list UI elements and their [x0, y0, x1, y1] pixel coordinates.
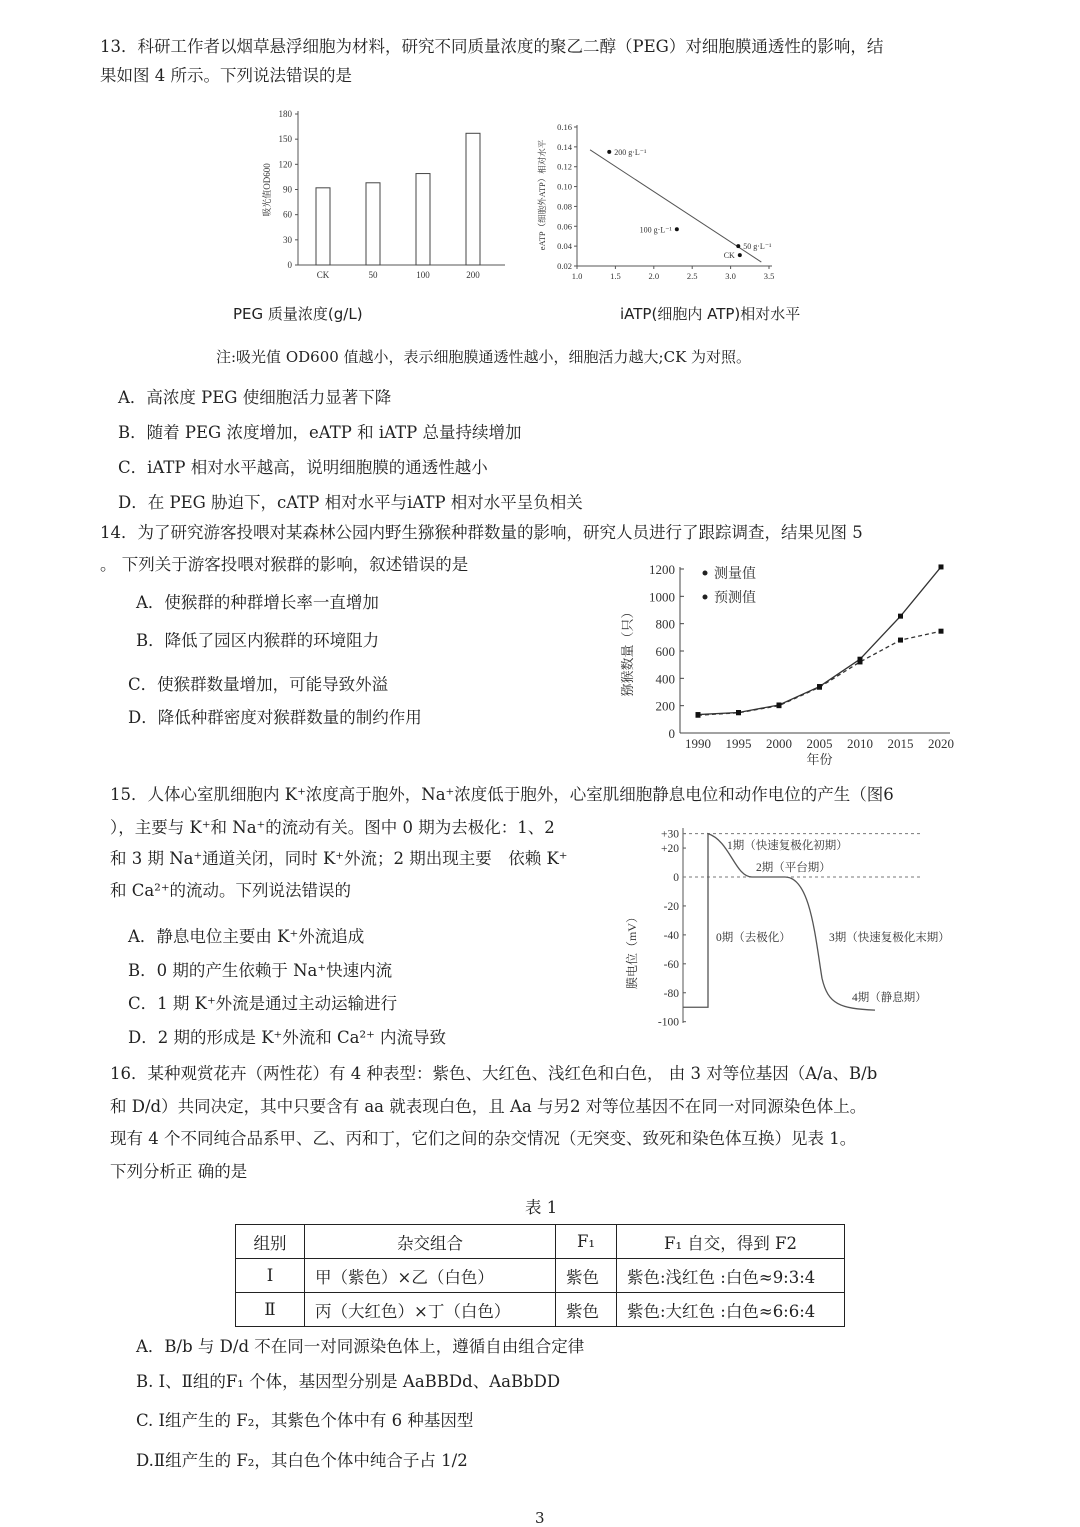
- phase-label: 2期（平台期）: [756, 862, 831, 874]
- point-label: 200 g·L⁻¹: [614, 147, 647, 157]
- q13-option-c: C．iATP 相对水平越高，说明细胞膜的通透性越小: [118, 458, 488, 477]
- y-axis-label: eATP（细胞外ATP）相对水平: [537, 139, 547, 251]
- q13-option-b: B．随着 PEG 浓度增加，eATP 和 iATP 总量持续增加: [118, 423, 522, 442]
- y-tick-label: 150: [278, 134, 292, 145]
- cell: 甲（紫色）×乙（白色）: [305, 1259, 556, 1293]
- q15-stem-2: ），主要与 K⁺和 Na⁺的流动有关。图中 0 期为去极化：1、2: [110, 818, 555, 837]
- trend-line: [590, 147, 761, 262]
- x-axis-label: 年份: [806, 752, 833, 767]
- y-tick-label: 0: [287, 260, 292, 270]
- y-tick-label: +30: [661, 828, 679, 841]
- y-tick-label: 0: [668, 726, 675, 741]
- x-tick-label: 100: [416, 270, 430, 280]
- y-tick-label: 1200: [649, 562, 675, 577]
- point-label: CK: [723, 251, 735, 261]
- cross-table: [235, 1224, 845, 1327]
- scatter-caption: iATP(细胞内 ATP)相对水平: [620, 305, 801, 323]
- phase-label: 1期（快速复极化初期）: [727, 840, 848, 852]
- predicted-point: [858, 659, 863, 664]
- y-tick-label: 90: [283, 184, 292, 195]
- y-tick-label: 0.02: [557, 261, 572, 271]
- x-tick-label: CK: [316, 270, 330, 280]
- legend-marker: [703, 571, 708, 576]
- y-tick-label: 0.14: [557, 141, 572, 152]
- phase-label: 0期（去极化）: [716, 932, 791, 944]
- data-point: [736, 244, 740, 248]
- predicted-line: [698, 631, 941, 715]
- point-label: 50 g·L⁻¹: [743, 242, 772, 252]
- cell: 紫色:大红色 :白色≈6:6:4: [617, 1293, 845, 1327]
- bar: [316, 188, 330, 265]
- data-point: [607, 150, 611, 154]
- x-tick-label: 3.0: [725, 271, 736, 281]
- x-tick-label: 1.0: [571, 271, 583, 281]
- x-tick-label: 2000: [766, 736, 792, 751]
- y-tick-label: 800: [655, 616, 675, 632]
- y-tick-label: 0.12: [557, 161, 572, 172]
- q15-option-d: D．2 期的形成是 K⁺外流和 Ca²⁺ 内流导致: [128, 1028, 447, 1047]
- q13-option-d: D．在 PEG 胁迫下，cATP 相对水平与iATP 相对水平呈负相关: [118, 493, 583, 512]
- x-tick-label: 1990: [685, 736, 711, 751]
- q15-option-c: C．1 期 K⁺外流是通过主动运输进行: [128, 994, 398, 1013]
- q14-option-a: A．使猴群的种群增长率一直增加: [136, 593, 379, 612]
- legend-label: 测量值: [714, 567, 756, 582]
- measured-point: [898, 614, 903, 619]
- table-header-row: [236, 1225, 845, 1259]
- measured-line: [698, 567, 941, 715]
- y-tick-label: 0.04: [557, 241, 572, 252]
- y-tick-label: 0.10: [557, 181, 572, 192]
- table-row: [236, 1293, 845, 1327]
- table-title: 表 1: [525, 1198, 558, 1217]
- y-tick-label: -20: [663, 900, 679, 913]
- header-cell: F₁: [556, 1225, 617, 1259]
- phase-label: 4期（静息期）: [852, 992, 927, 1004]
- data-point: [675, 227, 679, 231]
- phase-label: 3期（快速复极化末期）: [829, 932, 950, 944]
- legend-marker: [703, 595, 708, 600]
- y-tick-label: 1000: [649, 589, 675, 605]
- q13-stem-1: 13．科研工作者以烟草悬浮细胞为材料，研究不同质量浓度的聚乙二醇（PEG）对细胞膜通透性的影响，结: [100, 37, 884, 56]
- q14-option-b: B．降低了园区内猴群的环境阻力: [136, 631, 380, 650]
- point-label: 100 g·L⁻¹: [639, 225, 672, 235]
- bar: [366, 183, 380, 265]
- x-tick-label: 50: [368, 270, 378, 280]
- x-tick-label: 2.5: [686, 271, 698, 281]
- cell: 紫色:浅红色 :白色≈9:3:4: [617, 1259, 845, 1293]
- y-tick-label: 0.06: [557, 221, 572, 232]
- y-tick-label: 120: [278, 159, 292, 170]
- y-tick-label: 0: [673, 872, 679, 884]
- cell: 紫色: [556, 1293, 617, 1327]
- y-tick-label: 180: [278, 109, 292, 119]
- potential-curve: [683, 834, 875, 1011]
- y-tick-label: 60: [283, 209, 292, 220]
- header-cell: 组别: [236, 1225, 305, 1259]
- q14-option-c: C．使猴群数量增加，可能导致外溢: [128, 675, 389, 694]
- q14-stem-1: 14．为了研究游客投喂对某森林公园内野生猕猴种群数量的影响，研究人员进行了跟踪调查，结果见图 5: [100, 523, 863, 542]
- x-tick-label: 2.0: [648, 271, 660, 281]
- y-axis-label: 猕猴数量（只）: [620, 605, 635, 697]
- predicted-point: [736, 710, 741, 715]
- x-tick-label: 1.5: [610, 271, 621, 281]
- predicted-point: [898, 638, 903, 643]
- y-tick-label: 200: [655, 698, 675, 714]
- x-tick-label: 2015: [887, 736, 914, 751]
- q16-stem-3: 现有 4 个不同纯合品系甲、乙、丙和丁，它们之间的杂交情况（无突变、致死和染色体互换）见表 1。: [110, 1129, 857, 1148]
- header-cell: F₁ 自交，得到 F2: [617, 1225, 845, 1259]
- legend-label: 预测值: [714, 591, 756, 606]
- q16-option-d: D.Ⅱ组产生的 F₂，其白色个体中纯合子占 1/2: [136, 1451, 468, 1470]
- x-tick-label: 3.5: [763, 271, 775, 281]
- q16-option-a: A．B/b 与 D/d 不在同一对同源染色体上，遵循自由组合定律: [136, 1337, 585, 1356]
- bar-caption: PEG 质量浓度(g/L): [233, 305, 363, 323]
- q15-stem-1: 15．人体心室肌细胞内 K⁺浓度高于胞外，Na⁺浓度低于胞外，心室肌细胞静息电位和动作电位的产生（图6: [110, 785, 894, 804]
- q16-stem-2: 和 D/d）共同决定，其中只要含有 aa 就表现白色，且 Aa 与另2 对等位基因不在同一对同源染色体上。: [110, 1097, 867, 1116]
- y-tick-label: 0.08: [557, 201, 572, 212]
- table-row: [236, 1259, 845, 1293]
- q16-stem-4: 下列分析正 确的是: [110, 1162, 248, 1181]
- cell: 紫色: [556, 1259, 617, 1293]
- q13-option-a: A．高浓度 PEG 使细胞活力显著下降: [118, 388, 392, 407]
- y-tick-label: +20: [661, 843, 679, 856]
- predicted-point: [696, 713, 701, 718]
- q13-stem-2: 果如图 4 所示。下列说法错误的是: [100, 66, 352, 85]
- y-tick-label: -60: [663, 958, 679, 971]
- q15-stem-4: 和 Ca²⁺的流动。下列说法错误的: [110, 881, 352, 900]
- predicted-point: [777, 703, 782, 708]
- x-tick-label: 2005: [806, 736, 833, 751]
- q16-option-c: C. Ⅰ组产生的 F₂，其紫色个体中有 6 种基因型: [136, 1411, 474, 1430]
- x-tick-label: 1995: [725, 736, 752, 751]
- q16-stem-1: 16．某种观赏花卉（两性花）有 4 种表型：紫色、大红色、浅红色和白色， 由 3 对等位基因（A/a、B/b: [110, 1064, 878, 1083]
- cell: Ⅱ: [236, 1293, 305, 1327]
- cell: 丙（大红色）×丁（白色）: [305, 1293, 556, 1327]
- q15-option-a: A．静息电位主要由 K⁺外流追成: [128, 927, 365, 946]
- y-tick-label: 30: [283, 234, 292, 245]
- y-tick-label: -100: [657, 1016, 679, 1029]
- y-axis-label: 吸光值OD600: [262, 163, 272, 217]
- q15-option-b: B．0 期的产生依赖于 Na⁺快速内流: [128, 961, 393, 980]
- bar: [416, 174, 430, 265]
- q16-option-b: B. Ⅰ、Ⅱ组的F₁ 个体，基因型分别是 AaBBDd、AaBbDD: [136, 1372, 561, 1391]
- measured-point: [939, 564, 944, 569]
- x-tick-label: 2020: [928, 736, 954, 751]
- q13-note: 注:吸光值 OD600 值越小，表示细胞膜通透性越小，细胞活力越大;CK 为对照。: [216, 348, 752, 366]
- x-tick-label: 200: [466, 270, 480, 280]
- header-cell: 杂交组合: [305, 1225, 556, 1259]
- q15-stem-3: 和 3 期 Na⁺通道关闭，同时 K⁺外流；2 期出现主要 依赖 K⁺: [110, 849, 568, 868]
- predicted-point: [817, 685, 822, 690]
- y-tick-label: -40: [663, 929, 679, 942]
- y-tick-label: 600: [655, 644, 675, 659]
- y-tick-label: -80: [663, 987, 679, 1000]
- predicted-point: [939, 629, 944, 634]
- x-tick-label: 2010: [847, 736, 873, 751]
- y-tick-label: 0.16: [557, 122, 572, 132]
- page-number: 3: [535, 1509, 545, 1527]
- y-axis-label: 膜电位（mV）: [625, 910, 639, 990]
- y-tick-label: 400: [655, 671, 675, 687]
- q14-stem-2: 。 下列关于游客投喂对猴群的影响，叙述错误的是: [100, 555, 469, 574]
- q14-option-d: D．降低种群密度对猴群数量的制约作用: [128, 708, 422, 727]
- bar: [466, 133, 480, 265]
- data-point: [738, 253, 742, 257]
- cell: Ⅰ: [236, 1259, 305, 1293]
